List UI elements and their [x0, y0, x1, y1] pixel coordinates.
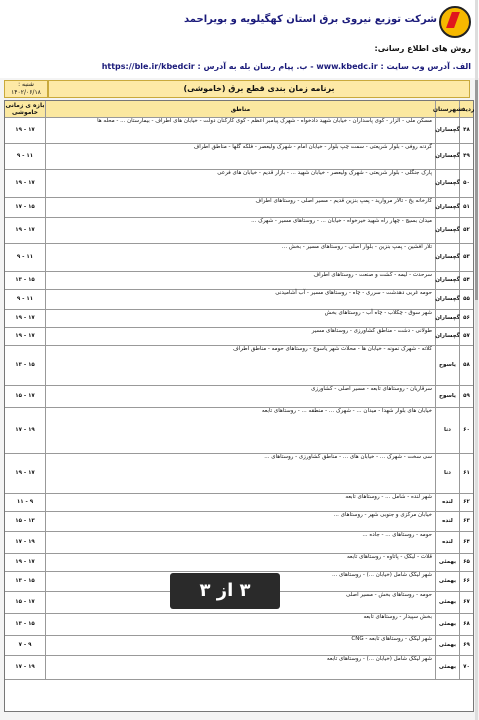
row-area: حومه - روستاهای بخش - مسیر اصلی	[45, 591, 435, 613]
table-row	[5, 407, 473, 454]
row-num: ۶۱	[459, 453, 473, 493]
table-row	[5, 613, 473, 636]
row-time: ۹ - ۱۱	[16, 499, 34, 505]
row-area: کلاته - شهرک نمونه - خیابان ها - محلات شهر یاسوج - روستاهای حومه - مناطق اطراف	[45, 345, 435, 385]
row-area: حومه غربی دهدشت - سرری - چاه - روستاهای مسیر - آب آشامیدنی	[45, 289, 435, 309]
row-area: شهر لیکک شامل (خیابان ...) - روستاهای تابعه	[45, 655, 435, 679]
company-logo-icon	[439, 6, 471, 38]
row-num: ۶۶	[459, 571, 473, 591]
row-city: لنده	[435, 493, 459, 511]
scrollbar-thumb[interactable]	[475, 80, 478, 300]
row-area: کارخانه یخ - تالار مروارید - پمپ بنزین قدیم - مسیر اصلی - روستاهای اطراف	[45, 197, 435, 217]
table-title: برنامه زمان بندی قطع برق (خاموشی)	[48, 80, 470, 98]
page-indicator: ۳ از ۳	[170, 573, 280, 609]
row-area: پارک جنگلی - بلوار شریعتی - شهرک ولیعصر - خیابان شهید ... - بازار قدیم - خیابان های فرعی	[45, 169, 435, 197]
row-area: گردنه روفی - بلوار شریعتی - سمت چپ بلوار - خیابان امام - شهرک ولیعصر - فلکه گلها - مناطق اطراف	[45, 143, 435, 169]
row-num: ۵۵	[459, 289, 473, 309]
row-city: گچساران	[435, 327, 459, 345]
table-row	[5, 453, 473, 494]
row-area: قلات - لیکک - پاتاوه - روستاهای تابعه	[45, 553, 435, 571]
row-time: ۱۱ - ۹	[16, 153, 34, 159]
row-area: تلار افشین - پمپ بنزین - بلوار اصلی - روستاهای مسیر - بخش ...	[45, 243, 435, 271]
row-area: سرحدت - لیمه - کشت و صنعت - روستاهای اطراف	[45, 271, 435, 289]
row-city: یاسوج	[435, 385, 459, 407]
row-num: ۵۹	[459, 385, 473, 407]
row-time: ۱۷ - ۱۹	[15, 333, 35, 339]
table-row	[5, 117, 473, 144]
row-num: ۶۷	[459, 591, 473, 613]
row-city: لنده	[435, 511, 459, 531]
row-num: ۶۸	[459, 613, 473, 635]
col-area: مناطق	[45, 101, 435, 117]
date-box	[4, 80, 48, 98]
table-row	[5, 385, 473, 408]
row-city: بهمئی	[435, 571, 459, 591]
table-row	[5, 655, 473, 680]
scrollbar[interactable]	[475, 0, 478, 720]
row-num: ۶۰	[459, 407, 473, 453]
table-row	[5, 243, 473, 272]
row-time: ۱۵ - ۱۳	[15, 578, 35, 584]
row-time: ۱۹ - ۱۷	[15, 664, 35, 670]
row-time: ۱۱ - ۹	[16, 296, 34, 302]
table-row	[5, 345, 473, 386]
row-time: ۱۷ - ۱۹	[15, 227, 35, 233]
table-row	[5, 217, 473, 244]
row-city: یاسوج	[435, 345, 459, 385]
table-row	[5, 289, 473, 310]
col-num: ردیف	[459, 101, 473, 117]
row-city: گچساران	[435, 143, 459, 169]
section-title: روش های اطلاع رسانی:	[374, 44, 471, 53]
row-city: گچساران	[435, 117, 459, 143]
row-time: ۱۹ - ۱۷	[15, 427, 35, 433]
row-area: خیابان های بلوار شهدا - میدان ... - شهرک ... - منطقه ... - روستاهای تابعه	[45, 407, 435, 453]
row-area: شهر لنده - شامل ... - روستاهای تابعه	[45, 493, 435, 511]
table-row	[5, 309, 473, 328]
row-city: بهمئی	[435, 613, 459, 635]
row-area: میدان بسیج - چهار راه شهید خیرخواه - خیابان ... - روستاهای مسیر - شهرک ...	[45, 217, 435, 243]
row-num: ۶۹	[459, 635, 473, 655]
row-area: طولانی - دشت - مناطق کشاورزی - روستاهای مسیر	[45, 327, 435, 345]
row-num: ۶۲	[459, 493, 473, 511]
row-time: ۱۷ - ۱۹	[15, 559, 35, 565]
row-city: گچساران	[435, 289, 459, 309]
col-city: شهرستان	[435, 101, 459, 117]
info-line	[0, 60, 479, 78]
row-num: ۵۳	[459, 243, 473, 271]
row-area: شهر لیکک شامل (خیابان ...) - روستاهای ...	[45, 571, 435, 591]
row-city: دنا	[435, 453, 459, 493]
row-num: ۶۵	[459, 553, 473, 571]
row-num: ۵۱	[459, 197, 473, 217]
row-area: سی سخت - شهرک ... - خیابان های ... - مناطق کشاورزی - روستاهای ...	[45, 453, 435, 493]
row-area: شهر لیکک - روستاهای تابعه - CNG	[45, 635, 435, 655]
row-city: گچساران	[435, 217, 459, 243]
row-area: بخش سپیدار - روستاهای تابعه	[45, 613, 435, 635]
row-time: ۱۵ - ۱۳	[15, 277, 35, 283]
table-row	[5, 553, 473, 572]
company-name: شرکت توزیع نیروی برق استان کهگیلویه و بویراحمد	[184, 14, 437, 25]
row-city: لنده	[435, 531, 459, 553]
row-area: سرقاریان - روستاهای تابعه - مسیر اصلی - کشاورزی	[45, 385, 435, 407]
header	[0, 0, 479, 60]
row-num: ۴۸	[459, 117, 473, 143]
row-num: ۵۰	[459, 169, 473, 197]
row-time: ۱۱ - ۹	[16, 254, 34, 260]
row-city: گچساران	[435, 271, 459, 289]
row-num: ۵۴	[459, 271, 473, 289]
row-time: ۱۷ - ۱۹	[15, 127, 35, 133]
row-time: ۱۷ - ۱۹	[15, 470, 35, 476]
col-time: بازه ی زمانی خاموشی	[5, 102, 45, 116]
row-area: مسکن ملی - الزار - کوی پاسداران - خیابان شهید دادخواه - شهرک پیامبر اعظم - کوی کارکنان دولت - خیابان های اطراف - بیمارستان ... - محله ها	[45, 117, 435, 143]
row-time: ۱۷ - ۱۵	[15, 393, 35, 399]
table-row	[5, 511, 473, 532]
row-num: ۶۴	[459, 531, 473, 553]
row-num: ۵۷	[459, 327, 473, 345]
row-city: بهمئی	[435, 553, 459, 571]
row-num: ۶۳	[459, 511, 473, 531]
row-num: ۵۲	[459, 217, 473, 243]
row-time: ۱۷ - ۱۹	[15, 315, 35, 321]
row-city: گچساران	[435, 197, 459, 217]
row-num: ۴۹	[459, 143, 473, 169]
row-area: خیابان مرکزی و جنوبی شهر - روستاهای ...	[45, 511, 435, 531]
table-row	[5, 169, 473, 198]
row-num: ۵۸	[459, 345, 473, 385]
row-city: بهمئی	[435, 635, 459, 655]
table-header	[5, 101, 473, 118]
row-city: بهمئی	[435, 655, 459, 679]
table-row	[5, 531, 473, 554]
date-value: ۱۴۰۲/۰۶/۱۸	[11, 89, 41, 96]
row-city: گچساران	[435, 169, 459, 197]
row-time: ۱۵ - ۱۳	[15, 621, 35, 627]
row-time: ۱۹ - ۱۷	[15, 539, 35, 545]
table-row	[5, 197, 473, 218]
row-city: گچساران	[435, 243, 459, 271]
row-time: ۹ - ۷	[18, 642, 32, 648]
row-num: ۵۶	[459, 309, 473, 327]
row-num: ۷۰	[459, 655, 473, 679]
row-time: ۱۵ - ۱۳	[15, 362, 35, 368]
date-label: شنبه :	[18, 81, 34, 88]
table-row	[5, 271, 473, 290]
table-row	[5, 143, 473, 170]
row-time: ۱۵ - ۱۷	[15, 204, 35, 210]
info-text: الف. آدرس وب سایت : www.kbedc.ir - ب. پیام رسان بله به آدرس : https://ble.ir/kbedcir	[101, 62, 471, 71]
table-row	[5, 493, 473, 512]
row-time: ۱۷ - ۱۵	[15, 599, 35, 605]
row-time: ۱۷ - ۱۹	[15, 180, 35, 186]
row-city: دنا	[435, 407, 459, 453]
row-city: بهمئی	[435, 591, 459, 613]
table-row	[5, 635, 473, 656]
row-city: گچساران	[435, 309, 459, 327]
table-row	[5, 327, 473, 346]
schedule-table	[4, 100, 474, 712]
row-area: شهر سوق - چکلاب - چاه آب - روستاهای بخش	[45, 309, 435, 327]
row-time: ۱۳ - ۱۵	[15, 518, 35, 524]
row-area: حومه - روستاهای ... - جاده ...	[45, 531, 435, 553]
